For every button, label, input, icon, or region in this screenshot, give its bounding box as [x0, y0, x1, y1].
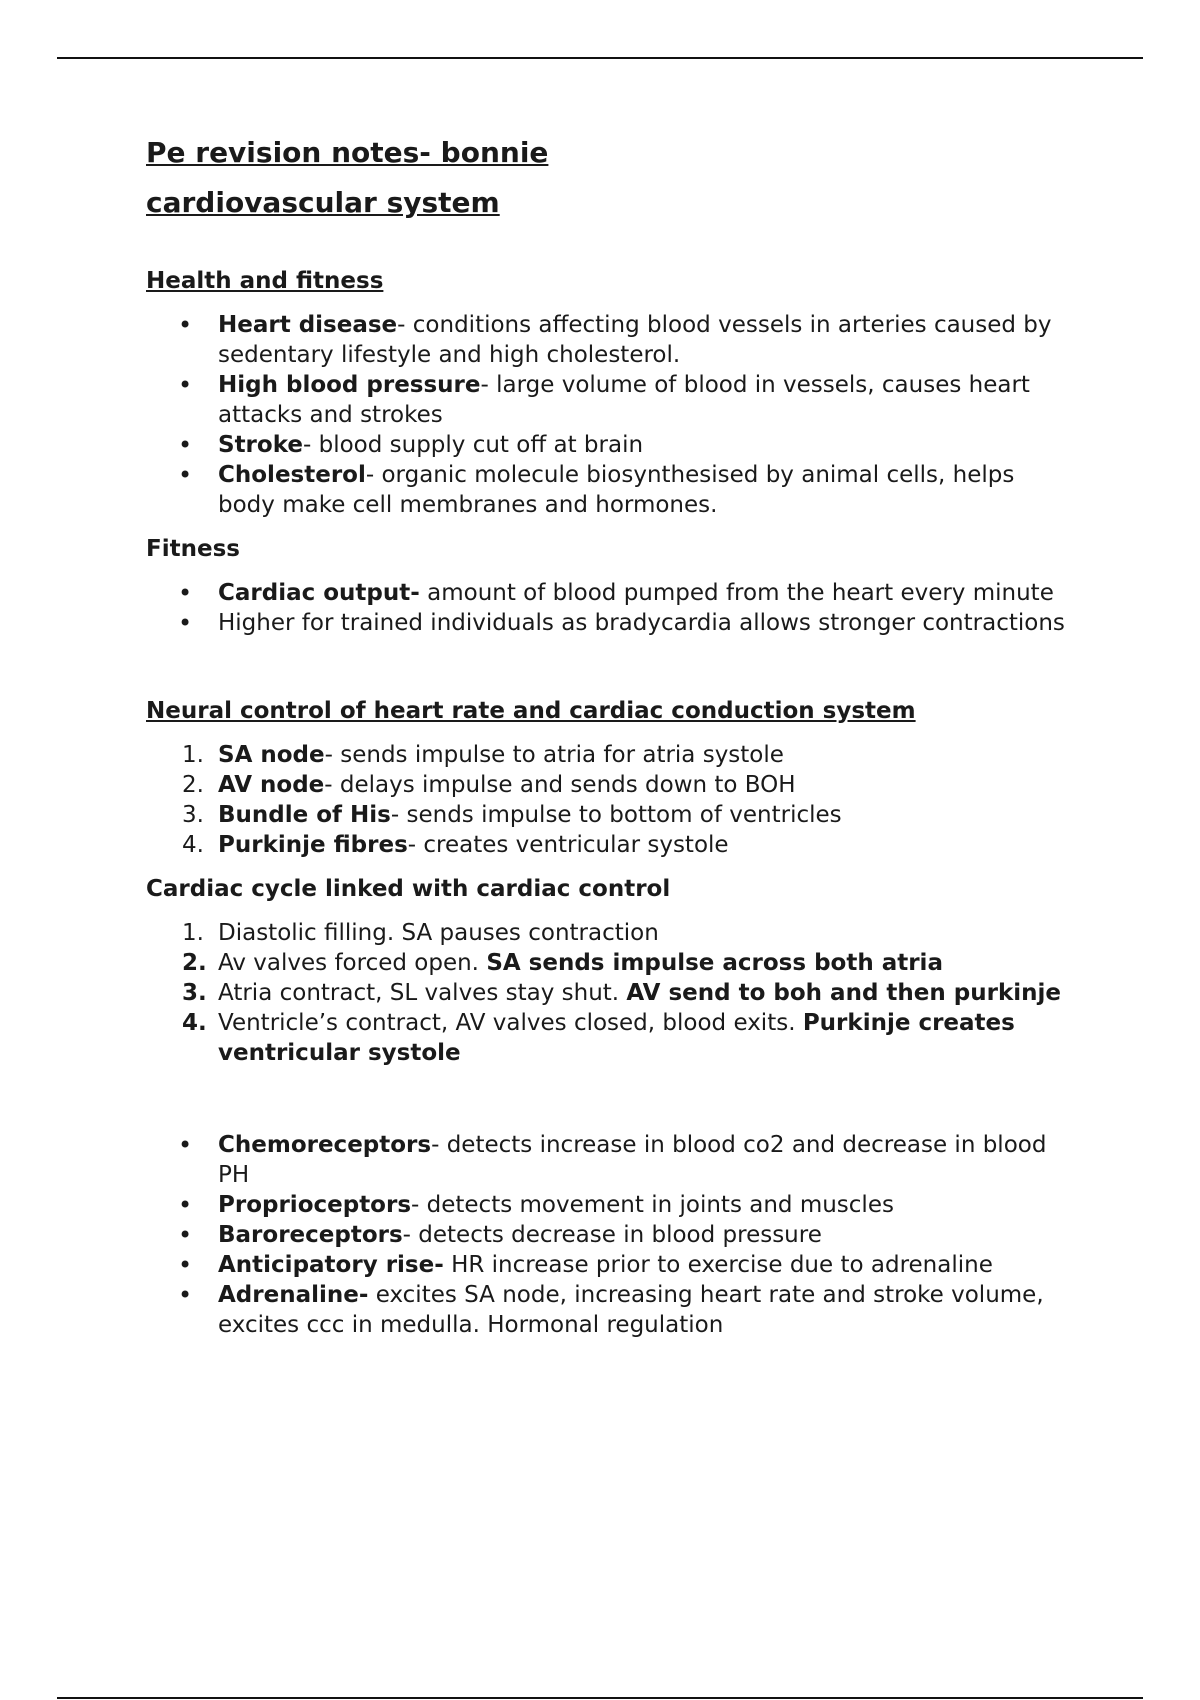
description: - large volume of blood in vessels, causes heart attacks and strokes	[218, 372, 1030, 428]
list-item	[146, 800, 1066, 830]
term: Cholesterol	[218, 462, 366, 488]
list-item	[146, 740, 1066, 770]
list-item	[146, 370, 1066, 430]
top-rule	[57, 57, 1143, 59]
list-item	[146, 608, 1066, 638]
list-item	[146, 978, 1066, 1008]
list-item	[146, 310, 1066, 370]
section-heading-neural-control: Neural control of heart rate and cardiac conduction system	[146, 698, 916, 724]
description: - organic molecule biosynthesised by animal cells, helps body make cell membranes and hormones.	[218, 462, 1015, 518]
description: - blood supply cut off at brain	[302, 432, 644, 458]
description: - detects increase in blood co2 and decrease in blood PH	[218, 1132, 1047, 1188]
term: High blood pressure	[218, 372, 481, 398]
emphasis: Purkinje creates ventricular systole	[218, 1010, 1015, 1066]
term: Stroke	[218, 432, 303, 458]
term: Purkinje fibres	[218, 832, 408, 858]
description: Ventricle’s contract, AV valves closed, blood exits.	[218, 1010, 803, 1036]
document-body	[146, 128, 1066, 1340]
description: - detects decrease in blood pressure	[402, 1222, 822, 1248]
description: HR increase prior to exercise due to adrenaline	[443, 1252, 993, 1278]
description: amount of blood pumped from the heart every minute	[419, 580, 1054, 606]
term: Baroreceptors	[218, 1222, 403, 1248]
list-item	[146, 918, 1066, 948]
list-item	[146, 1280, 1066, 1340]
list-item	[146, 1220, 1066, 1250]
term: Proprioceptors	[218, 1192, 412, 1218]
cardiac-cycle-list	[146, 918, 1066, 1068]
term: SA node	[218, 742, 325, 768]
list-item	[146, 770, 1066, 800]
receptors-list	[146, 1130, 1066, 1340]
term: Cardiac output-	[218, 580, 420, 606]
item-number: 3.	[182, 980, 207, 1006]
description: Atria contract, SL valves stay shut.	[218, 980, 627, 1006]
list-item	[146, 460, 1066, 520]
term: Heart disease	[218, 312, 398, 338]
item-number: 4.	[182, 1010, 207, 1036]
description: excites SA node, increasing heart rate and stroke volume, excites ccc in medulla. Hormonal regulation	[218, 1282, 1044, 1338]
list-item	[146, 830, 1066, 860]
bottom-rule	[57, 1697, 1143, 1699]
list-item	[146, 1008, 1066, 1068]
term: Adrenaline-	[218, 1282, 369, 1308]
section-heading-health-fitness: Health and fitness	[146, 268, 384, 294]
description: Diastolic filling. SA pauses contraction	[218, 920, 659, 946]
emphasis: AV send to boh and then purkinje	[626, 980, 1061, 1006]
item-number: 3.	[182, 802, 204, 828]
item-number: 1.	[182, 920, 204, 946]
item-number: 4.	[182, 832, 204, 858]
description: - creates ventricular systole	[407, 832, 729, 858]
description: - conditions affecting blood vessels in arteries caused by sedentary lifestyle and high cholesterol.	[218, 312, 1052, 368]
term: Anticipatory rise-	[218, 1252, 444, 1278]
neural-control-list	[146, 740, 1066, 860]
emphasis: SA sends impulse across both atria	[486, 950, 943, 976]
list-item	[146, 578, 1066, 608]
term: Chemoreceptors	[218, 1132, 432, 1158]
fitness-list	[146, 578, 1066, 638]
item-number: 2.	[182, 772, 204, 798]
item-number: 2.	[182, 950, 207, 976]
document-title: Pe revision notes- bonnie	[146, 136, 549, 169]
list-item	[146, 1250, 1066, 1280]
document-subtitle: cardiovascular system	[146, 186, 500, 219]
item-number: 1.	[182, 742, 204, 768]
health-fitness-list	[146, 310, 1066, 520]
section-heading-fitness: Fitness	[146, 536, 240, 562]
description: Higher for trained individuals as bradycardia allows stronger contractions	[218, 610, 1065, 636]
description: Av valves forced open.	[218, 950, 487, 976]
section-heading-cardiac-cycle: Cardiac cycle linked with cardiac control	[146, 876, 671, 902]
description: - delays impulse and sends down to BOH	[324, 772, 796, 798]
list-item	[146, 1190, 1066, 1220]
term: AV node	[218, 772, 325, 798]
term: Bundle of His	[218, 802, 391, 828]
description: - sends impulse to bottom of ventricles	[390, 802, 842, 828]
list-item	[146, 948, 1066, 978]
list-item	[146, 1130, 1066, 1190]
description: - detects movement in joints and muscles	[411, 1192, 894, 1218]
description: - sends impulse to atria for atria systole	[324, 742, 784, 768]
list-item	[146, 430, 1066, 460]
